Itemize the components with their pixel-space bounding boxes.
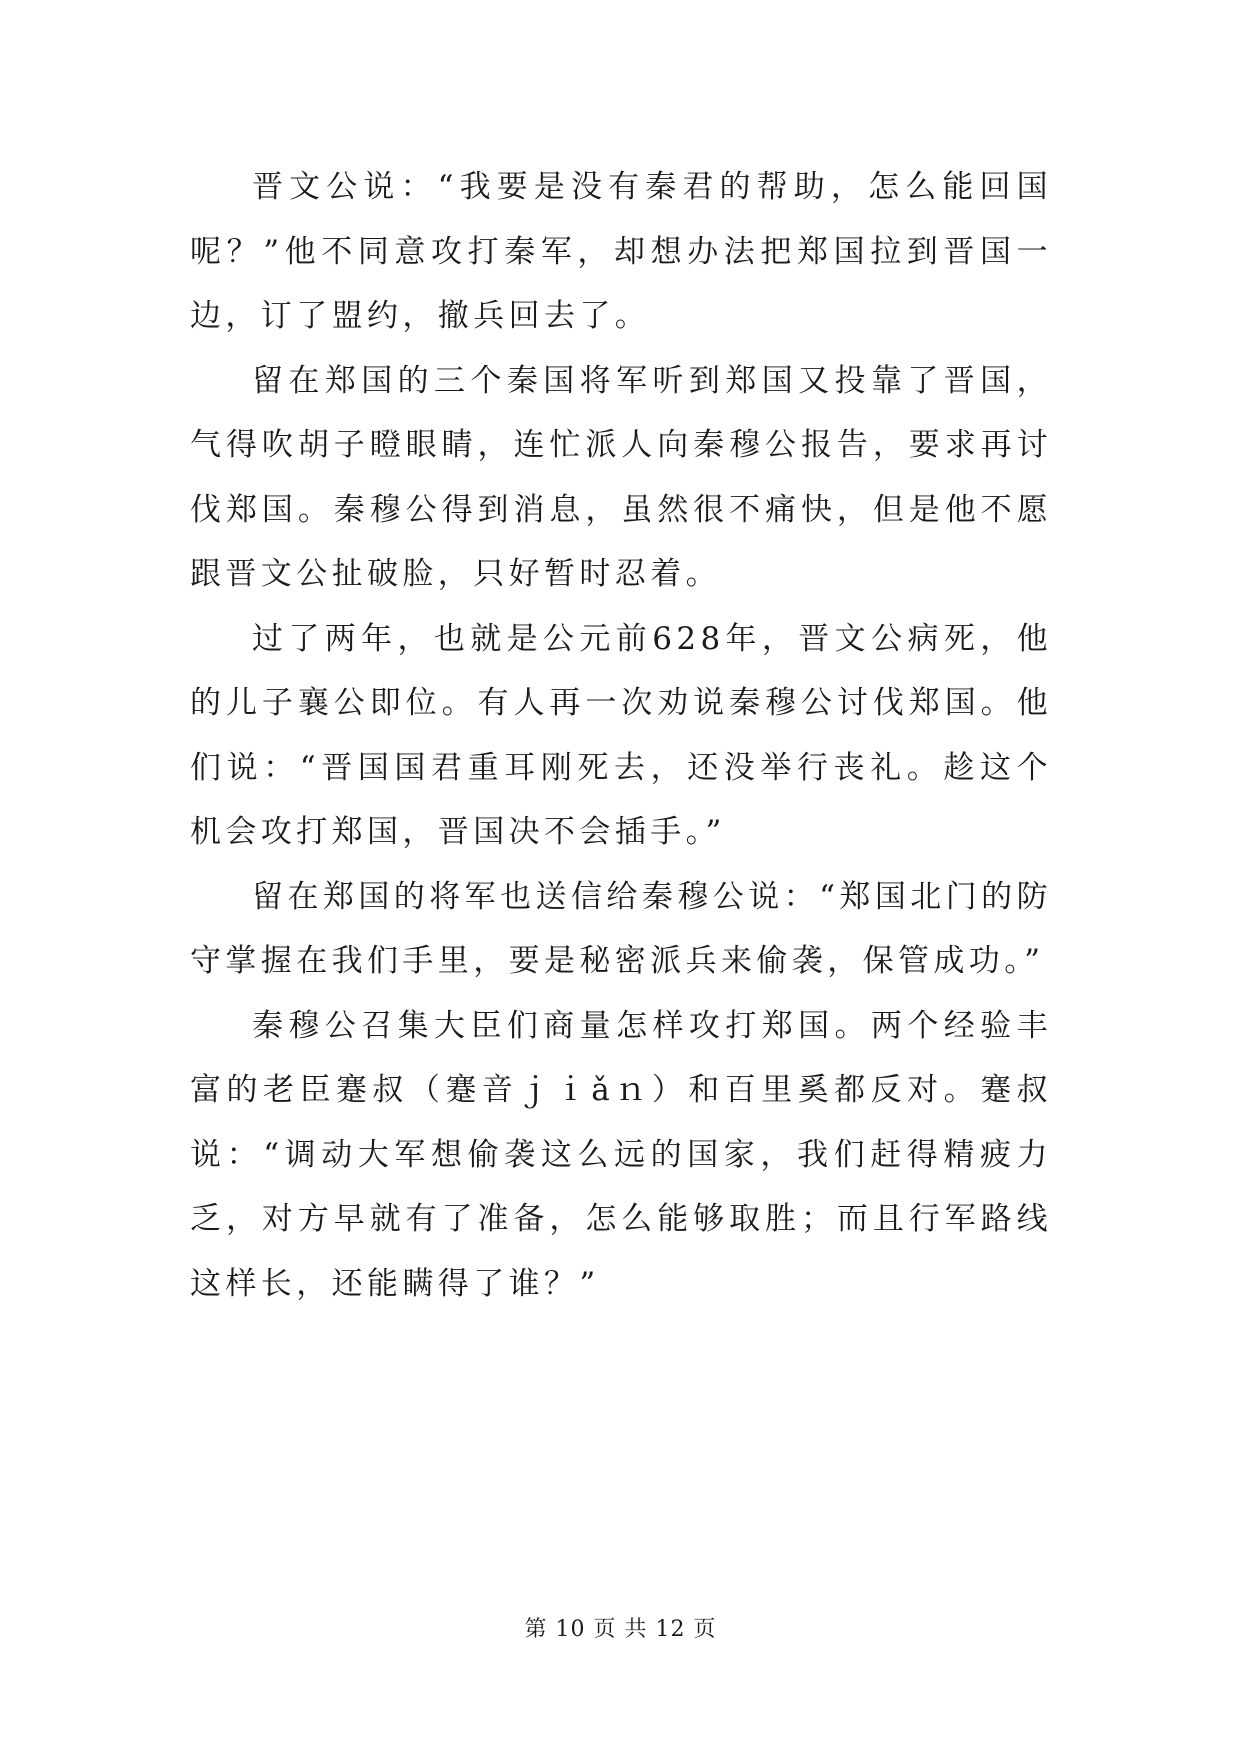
paragraph-5: 秦穆公召集大臣们商量怎样攻打郑国。两个经验丰富的老臣蹇叔（蹇音ｊｉǎｎ）和百里奚都反对。蹇叔说：“调动大军想偷袭这么远的国家，我们赶得精疲力乏，对方早就有了准备，怎么能够取胜；而且行军路线这样长，还能瞒得了谁？”	[190, 1007, 1052, 1302]
paragraph-2: 留在郑国的三个秦国将军听到郑国又投靠了晋国，气得吹胡子瞪眼睛，连忙派人向秦穆公报告，要求再讨伐郑国。秦穆公得到消息，虽然很不痛快，但是他不愿跟晋文公扯破脸，只好暂时忍着。	[190, 362, 1052, 592]
document-body	[190, 155, 1052, 1316]
paragraph-4: 留在郑国的将军也送信给秦穆公说：“郑国北门的防守掌握在我们手里，要是秘密派兵来偷袭，保管成功。”	[190, 878, 1052, 979]
paragraph-1: 晋文公说：“我要是没有秦君的帮助，怎么能回国呢？”他不同意攻打秦军，却想办法把郑国拉到晋国一边，订了盟约，撤兵回去了。	[190, 169, 1052, 334]
paragraph-3: 过了两年，也就是公元前628年，晋文公病死，他的儿子襄公即位。有人再一次劝说秦穆公讨伐郑国。他们说：“晋国国君重耳刚死去，还没举行丧礼。趁这个机会攻打郑国，晋国决不会插手。”	[190, 620, 1052, 850]
page-number-footer: 第 10 页 共 12 页	[524, 1617, 717, 1642]
